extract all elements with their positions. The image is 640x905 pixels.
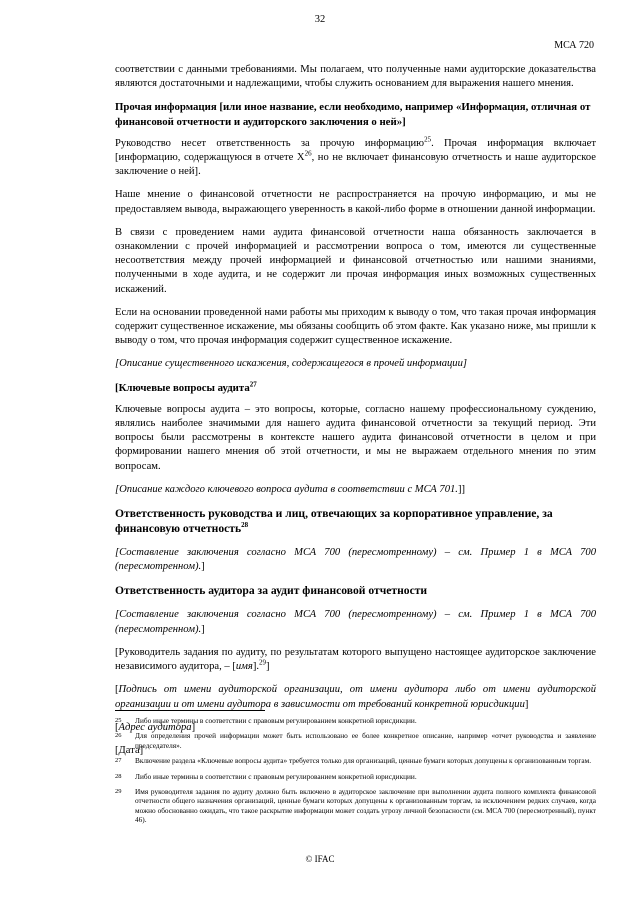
- footnote-item: [115, 756, 596, 765]
- footnote-number: 29: [115, 788, 122, 796]
- footnote-ref-25[interactable]: 25: [424, 135, 432, 144]
- footnote-ref-28[interactable]: 28: [241, 521, 249, 530]
- auditor-reference-italic: [Составление заключения согласно МСА 700 (пересмотренному) – см. Пример 1 в МСА 700 (пересмотренном).: [115, 609, 596, 635]
- mgmt-reference-italic: [Составление заключения согласно МСА 700 (пересмотренному) – см. Пример 1 в МСА 700 (пересмотренном).: [115, 547, 596, 573]
- footnote-item: [115, 787, 596, 825]
- paragraph-signature: [115, 683, 596, 711]
- footnote-ref-29[interactable]: 29: [259, 658, 267, 667]
- signature-open: [: [115, 684, 119, 696]
- paragraph-engagement-partner: [115, 646, 596, 674]
- footnote-number: 28: [115, 772, 122, 780]
- partner-part-a: [Руководитель задания по аудиту, по результатам которого выпущено настоящее аудиторское заключение независимого аудитора, – [: [115, 646, 596, 673]
- signature-text: Подпись от имени аудиторской организации, от имени аудитора либо от имени аудиторской организации и от имени аудитора в зависимости от требований конкретной юрисдикции: [115, 684, 596, 710]
- page-number: 32: [314, 14, 326, 25]
- footnote-text: Имя руководителя задания по аудиту должно быть включено в аудиторское заключение при выполнении аудита полного комплекта финансовой отчетности общего назначения организаций, ценные бумаги которых допущены к организованным торгам, за исключением редких случаев, когда можно обоснованно ожидать, что такое раскрытие информации может создать угрозу личной безопасности (см. МСА 700 (пересмотренный), пункт 46).: [135, 787, 596, 825]
- footnote-text: Либо иные термины в соответствии с правовым регулированием конкретной юрисдикции.: [135, 771, 417, 781]
- footer-copyright: © IFAC: [305, 854, 335, 864]
- address-close: ]: [191, 721, 196, 733]
- heading-key-audit-matters: [115, 381, 596, 395]
- report-body: [115, 63, 596, 767]
- footnote-separator: [115, 710, 265, 711]
- auditor-reference-close: ]: [201, 623, 205, 635]
- partner-name-placeholder: имя: [235, 661, 253, 673]
- paragraph-misstatement-conclusion: Если на основании проведенной нами работы мы приходим к выводу о том, что такая прочая информация содержит существенное искажение, мы обязаны сообщить об этом факте. Как указано ниже, мы пришли к выводу о том, что прочая информация содержит существенное искажение.: [115, 306, 596, 347]
- paragraph-misstatement-description: [Описание существенного искажения, содержащегося в прочей информации]: [115, 358, 467, 370]
- document-code: МСА 720: [554, 40, 594, 51]
- signature-close: ]: [524, 698, 529, 710]
- paragraph-auditor-reference: [115, 608, 596, 636]
- footnote-number: 27: [115, 757, 122, 765]
- mgmt-reference-close: ]: [201, 561, 205, 573]
- continued-paragraph: соответствии с данными требованиями. Мы полагаем, что полученные нами аудиторские доказательства являются достаточными и надлежащими, чтобы служить основанием для выражения нашего мнения.: [115, 64, 596, 90]
- footnote-item: [115, 731, 596, 750]
- kam-description-close: ]]: [457, 483, 465, 495]
- heading-auditor-responsibility: Ответственность аудитора за аудит финансовой отчетности: [115, 584, 428, 598]
- footnote-number: 26: [115, 732, 122, 740]
- footnote-ref-26[interactable]: 26: [304, 149, 312, 158]
- footnote-item: [115, 772, 596, 781]
- footnotes-section: [115, 716, 596, 831]
- footnote-text: Для определения прочей информации может быть использовано ее более конкретное описание, например «отчет руководства и заявление председателя».: [135, 731, 596, 750]
- heading-management-responsibility: [115, 506, 596, 536]
- footnote-ref-27[interactable]: 27: [249, 380, 257, 389]
- footnote-number: 25: [115, 717, 122, 724]
- footnote-text: Либо иные термины в соответствии с правовым регулированием конкретной юрисдикции.: [135, 716, 417, 725]
- mgmt-heading-text: Ответственность руководства и лиц, отвечающих за корпоративное управление, за финансовую отчетность: [115, 507, 553, 536]
- paragraph-date: [Дата]: [115, 744, 144, 756]
- paragraph-other-info-responsibility: [115, 137, 596, 180]
- paragraph-opinion-scope: Наше мнение о финансовой отчетности не распространяется на прочую информацию, и мы не предоставляем вывода, выражающего уверенность в какой-либо форме в отношении данной информации.: [115, 189, 596, 215]
- kam-heading-text: [Ключевые вопросы аудита: [115, 381, 250, 394]
- heading-other-information: Прочая информация [или иное название, если необходимо, например «Информация, отличная от финансовой отчетности и аудиторского заключения о ней»]: [115, 101, 591, 128]
- paragraph-auditor-duty: В связи с проведением нами аудита финансовой отчетности наша обязанность заключается в ознакомлении с прочей информацией и рассмотрении вопроса о том, имеются ли существенные несоответствия между прочей информацией и финансовой отчетностью или нашими знаниями, полученными в ходе аудита, и не содержит ли прочая информация иных возможных существенных искажений.: [115, 226, 596, 295]
- partner-part-c: ]: [266, 661, 270, 673]
- footnote-item: [115, 716, 596, 725]
- paragraph-mgmt-reference: [115, 546, 596, 574]
- footnote-text: Включение раздела «Ключевые вопросы аудита» требуется только для организаций, ценные бумаги которых допущены к организованным торгам.: [135, 756, 592, 766]
- partner-part-b: ].: [252, 661, 260, 673]
- address-text: Адрес аудитора: [118, 721, 192, 733]
- paragraph-key-audit-matters: Ключевые вопросы аудита – это вопросы, которые, согласно нашему профессиональному суждению, являлись наиболее значимыми для нашего аудита финансовой отчетности за текущий период. Эти вопросы были рассмотрены в контексте нашего аудита финансовой отчетности в целом и при формировании нашего мнения об этой отчетности, и мы не выражаем отдельного мнения по этим вопросам.: [115, 403, 596, 472]
- paragraph-kam-description: [115, 483, 596, 497]
- p1-part-c: , но не включает финансовую отчетность и наше аудиторское заключение о ней].: [115, 152, 596, 178]
- p1-part-b: . Прочая информация включает [информацию, содержащуюся в отчете X: [115, 137, 596, 164]
- address-open: [: [115, 721, 119, 733]
- p1-part-a: Руководство несет ответственность за прочую информацию: [115, 137, 425, 149]
- kam-description-italic: [Описание каждого ключевого вопроса аудита в соответствии с МСА 701.: [115, 483, 458, 495]
